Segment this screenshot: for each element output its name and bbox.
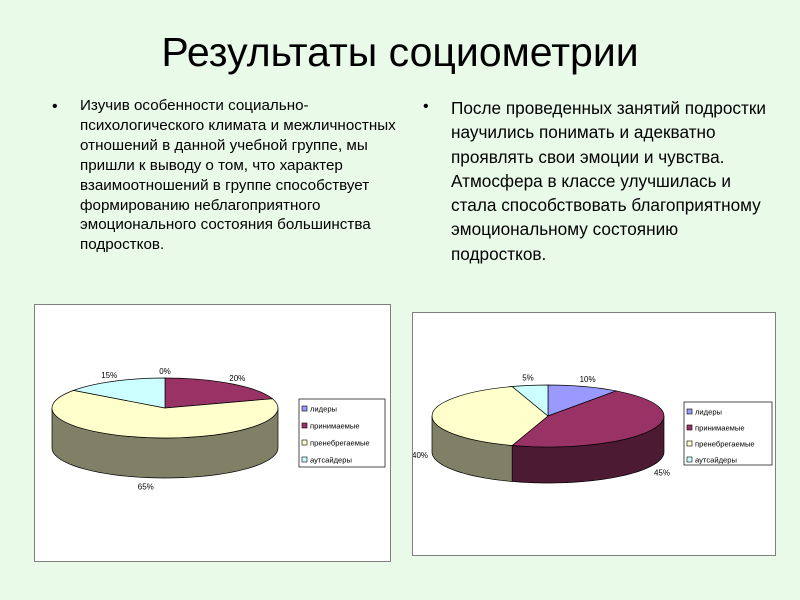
data-label: 40% xyxy=(413,451,429,461)
data-label: 45% xyxy=(653,468,671,478)
legend-swatch xyxy=(302,457,307,462)
legend-label: принимаемые xyxy=(310,421,360,431)
legend-swatch xyxy=(687,457,692,462)
legend-swatch xyxy=(302,423,307,428)
data-label: 65% xyxy=(137,482,154,492)
chart-before-frame xyxy=(34,304,391,562)
legend-label: аутсайдеры xyxy=(310,455,352,465)
legend-label: лидеры xyxy=(310,404,338,414)
legend-label: лидеры xyxy=(695,407,723,417)
chart-before xyxy=(35,305,390,561)
chart-after xyxy=(413,313,775,555)
chart-after-frame xyxy=(412,312,776,556)
left-paragraph: Изучив особенности социально-психологического климата и межличностных отношений в данной учебной группе, мы пришли к выводу о том, что характер взаимоотношений в группе способствует формированию неблагоприятного эмоционального состояния большинства подростков. xyxy=(80,97,396,254)
data-label: 20% xyxy=(229,374,246,384)
legend-label: принимаемые xyxy=(695,423,745,433)
bullet-marker: • xyxy=(52,98,58,115)
legend-swatch xyxy=(302,406,307,411)
legend-label: аутсайдеры xyxy=(695,455,737,465)
legend-swatch xyxy=(687,441,692,446)
slide-title: Результаты социометрии xyxy=(161,29,639,75)
right-paragraph: После проведенных занятий подростки научились понимать и адекватно проявлять свои эмоции и чувства. Атмосфера в классе улучшилась и стала способствовать благоприятному эмоциональному состоянию подростков. xyxy=(451,98,767,264)
legend-swatch xyxy=(687,425,692,430)
legend-label: пренебрегаемые xyxy=(695,439,755,449)
data-label: 10% xyxy=(579,374,596,384)
bullet-marker: • xyxy=(423,98,429,115)
data-label: 5% xyxy=(522,373,534,383)
data-label: 0% xyxy=(159,367,171,377)
legend-swatch xyxy=(302,440,307,445)
data-label: 15% xyxy=(101,371,118,381)
legend-label: пренебрегаемые xyxy=(310,438,370,448)
legend-swatch xyxy=(687,409,692,414)
